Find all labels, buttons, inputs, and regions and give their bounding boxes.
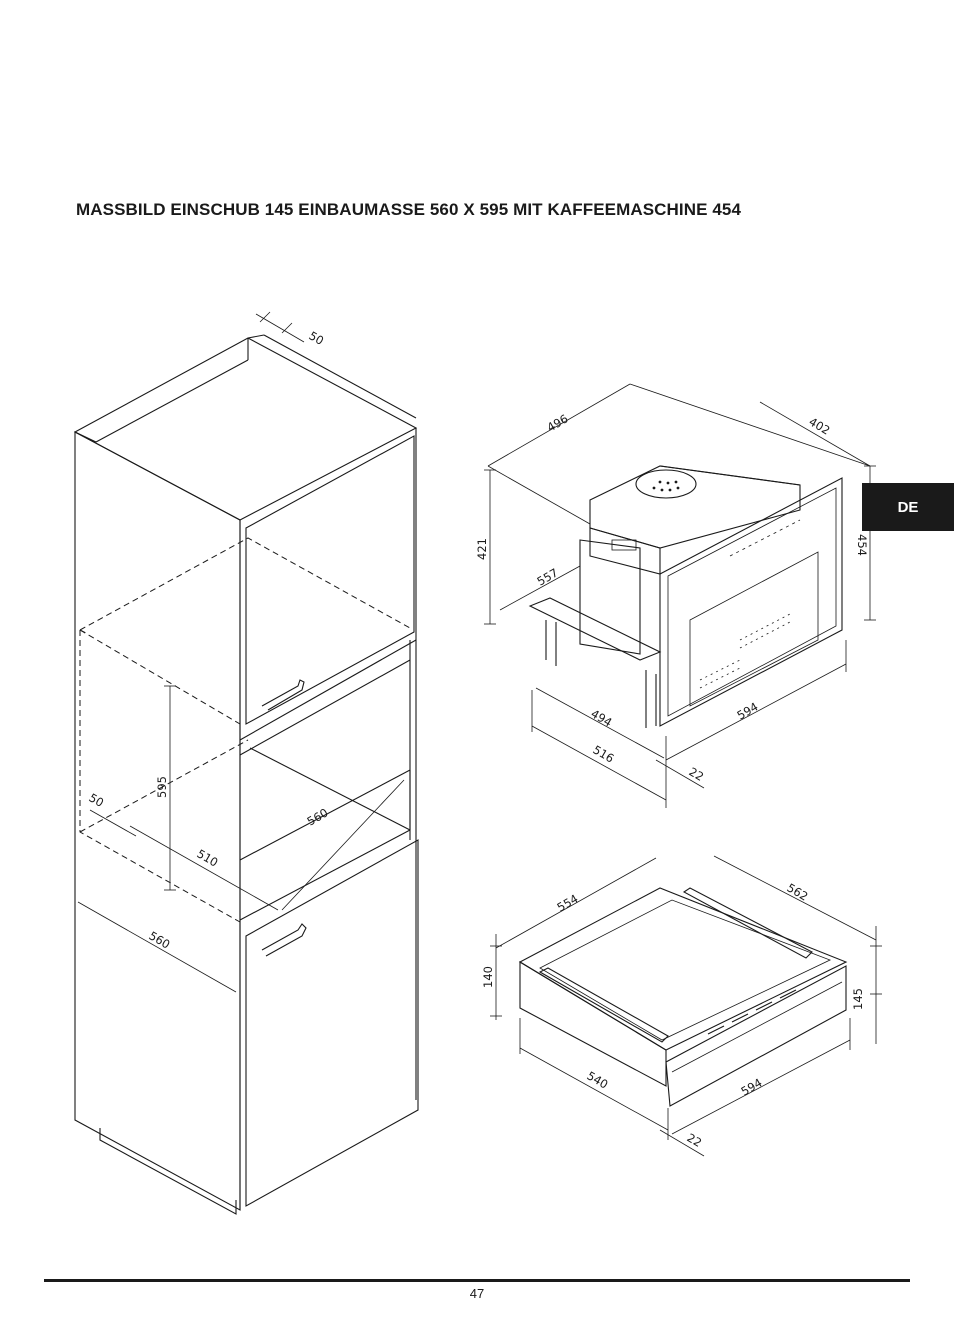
drawer-side bbox=[520, 962, 666, 1086]
dim-top-depth: 50 bbox=[306, 328, 327, 348]
dim-front-thickness: 22 bbox=[684, 1130, 705, 1150]
drawer-top bbox=[520, 888, 846, 1050]
dim-niche-width: 560 bbox=[304, 805, 331, 829]
language-tab: DE bbox=[862, 483, 954, 531]
dim-niche-left: 50 bbox=[86, 790, 107, 810]
dim-niche-depth: 510 bbox=[194, 846, 221, 870]
dim-depth-right: 562 bbox=[784, 880, 811, 904]
coffee-machine-body bbox=[590, 466, 800, 548]
dim-depth-bottom: 540 bbox=[584, 1068, 611, 1092]
dim-front-width: 594 bbox=[738, 1075, 765, 1099]
dim-height-left: 421 bbox=[475, 538, 489, 560]
dim-height-left: 140 bbox=[481, 966, 495, 988]
dim-niche-height: 595 bbox=[155, 776, 169, 798]
upper-door-handle bbox=[262, 680, 304, 710]
dim-rail: 557 bbox=[534, 565, 561, 589]
coffee-machine-drawing bbox=[475, 384, 876, 808]
coffee-machine-front bbox=[660, 478, 842, 726]
lower-door bbox=[246, 840, 418, 1206]
upper-door bbox=[246, 436, 414, 724]
coffee-machine-fan bbox=[636, 470, 696, 498]
lower-door-handle bbox=[262, 924, 306, 956]
dim-depth-total: 516 bbox=[590, 742, 617, 766]
cabinet-drawing bbox=[75, 312, 418, 1214]
cabinet-top bbox=[75, 338, 416, 520]
footer-rule bbox=[44, 1279, 910, 1282]
dim-depth-right: 402 bbox=[806, 414, 833, 438]
dim-depth-bottom: 494 bbox=[588, 706, 615, 730]
dim-front-thickness: 22 bbox=[686, 764, 707, 784]
dim-front-width: 594 bbox=[734, 699, 761, 723]
dim-cabinet-width: 560 bbox=[146, 928, 173, 952]
dim-height-right: 454 bbox=[855, 534, 869, 556]
page-number: 47 bbox=[469, 1286, 485, 1301]
dim-depth-top: 554 bbox=[554, 891, 581, 915]
drawer-drawing bbox=[481, 856, 882, 1156]
dim-height-right: 145 bbox=[851, 988, 865, 1010]
dim-depth-top: 496 bbox=[544, 411, 571, 435]
page-title: MASSBILD EINSCHUB 145 EINBAUMASSE 560 X 595 MIT KAFFEEMASCHINE 454 bbox=[76, 200, 742, 219]
